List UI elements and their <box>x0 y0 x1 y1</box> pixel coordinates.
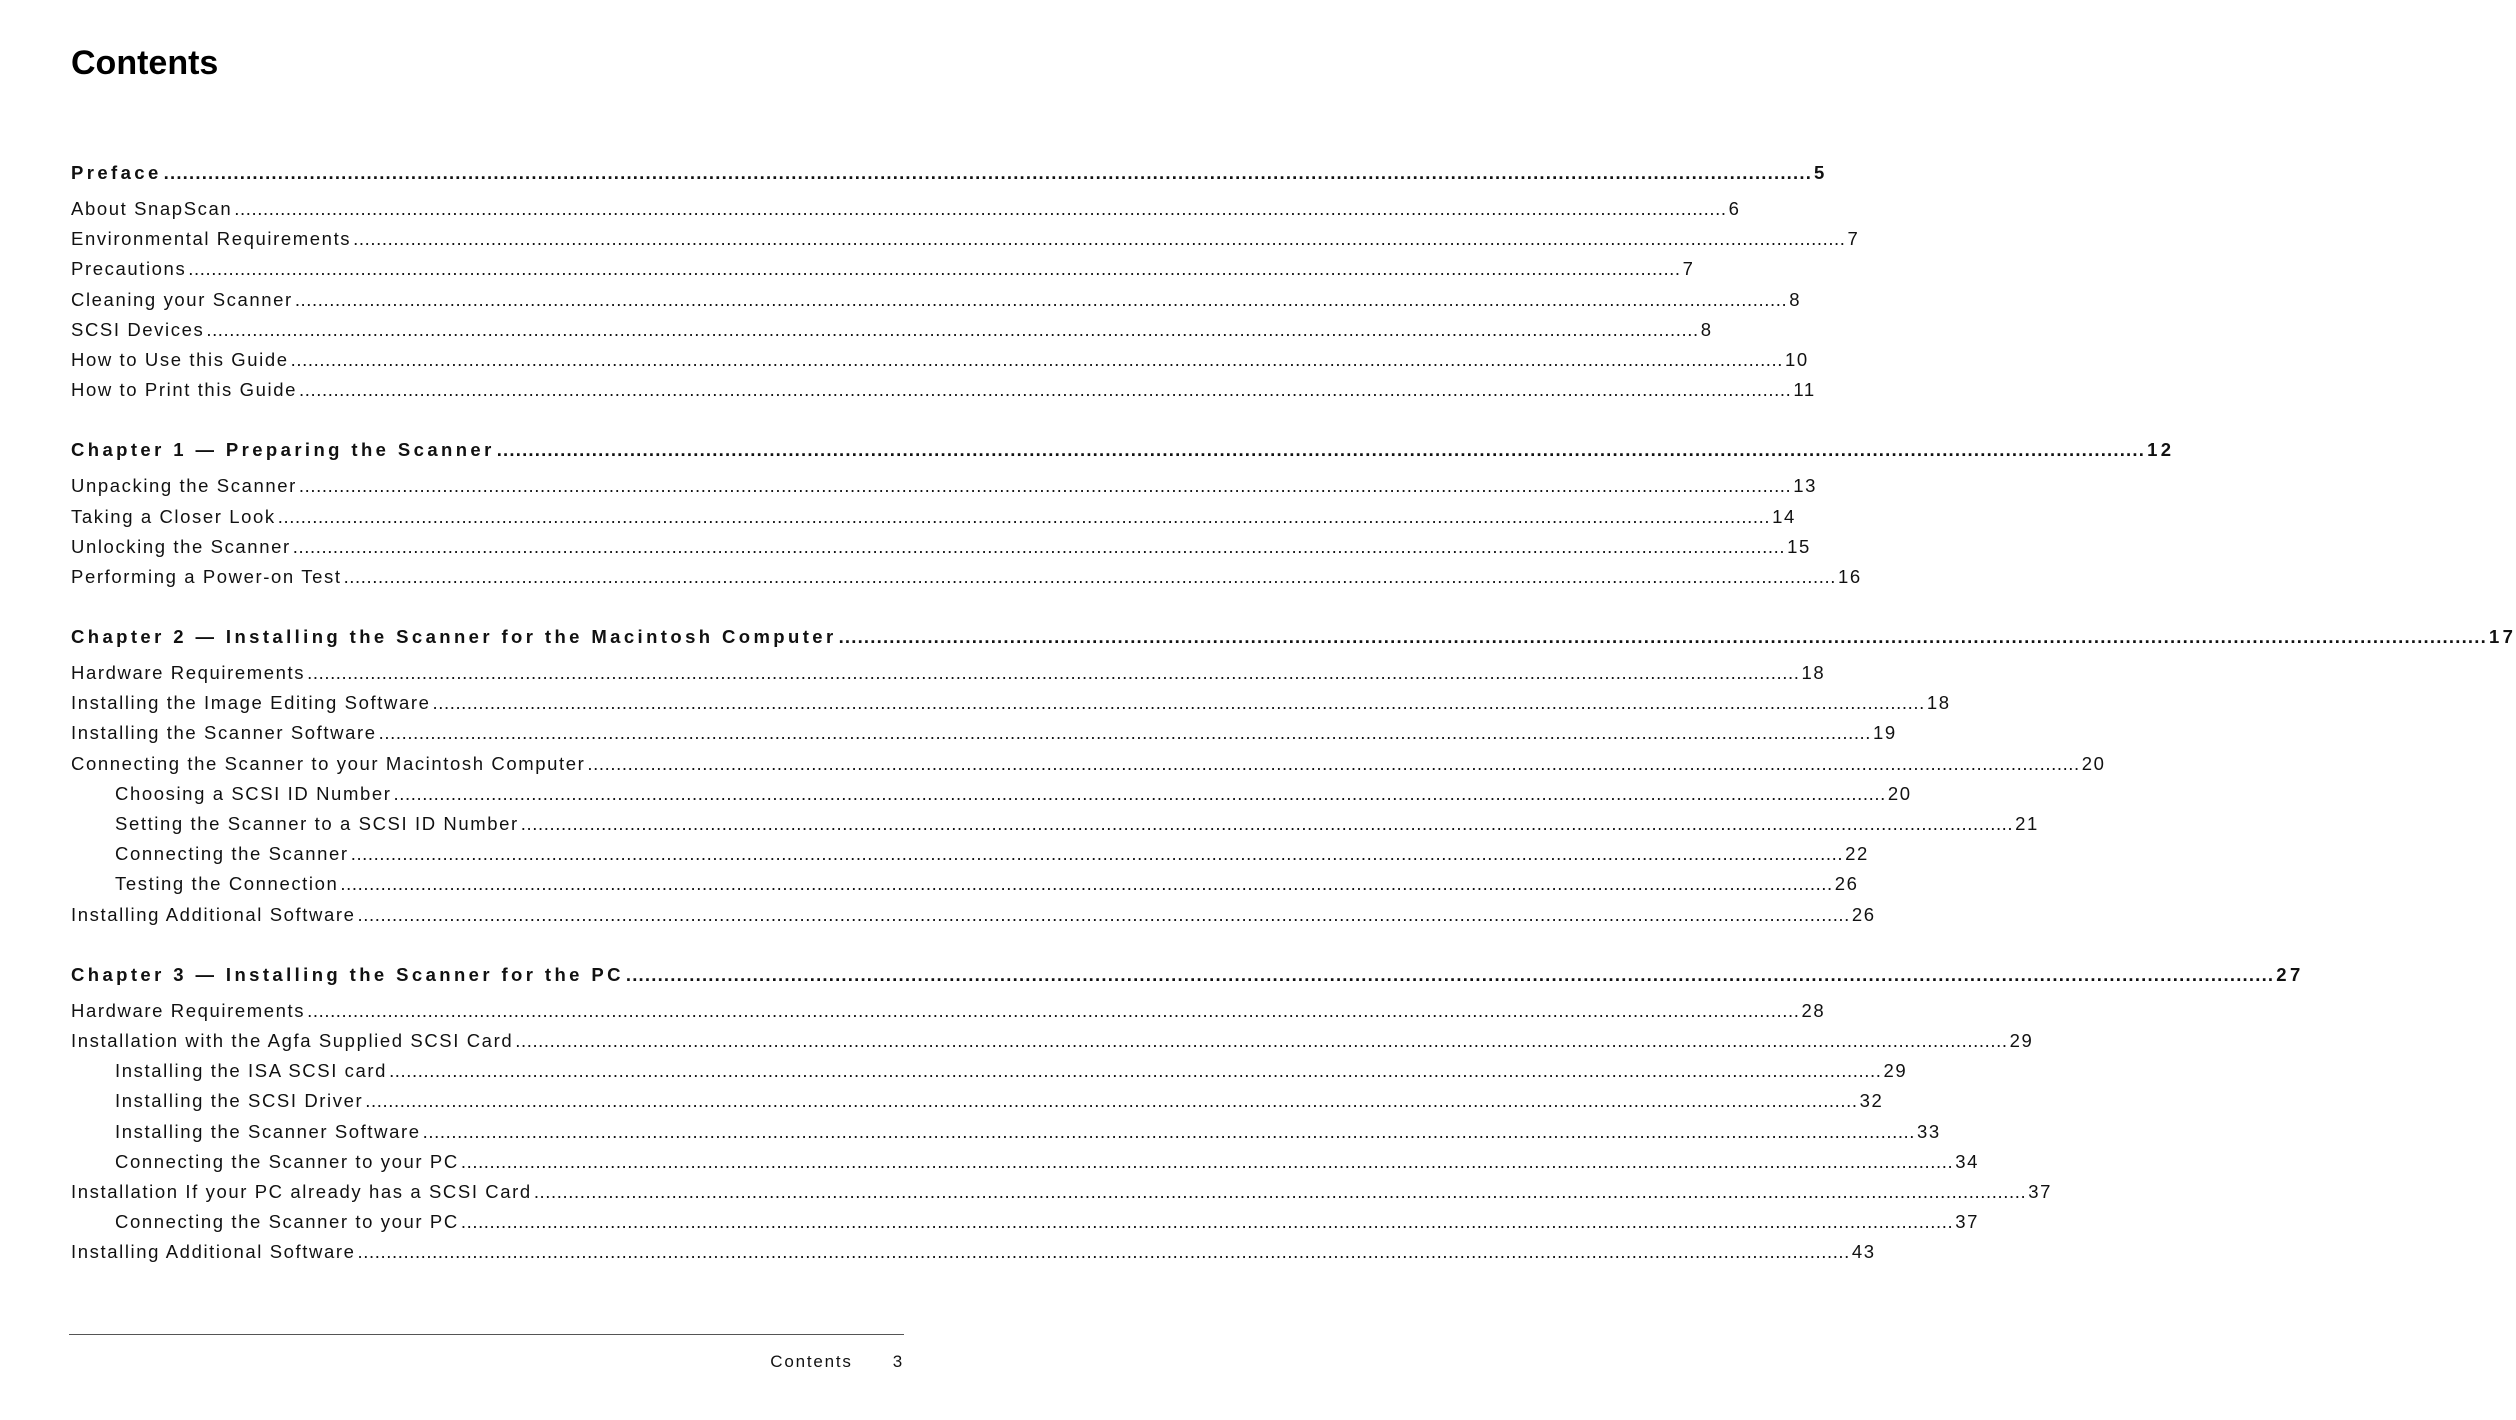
dot-leader: .................................................................................................................................................................................................................................................................... <box>277 505 1771 527</box>
dot-leader: .................................................................................................................................................................................................................................................................... <box>307 999 1800 1021</box>
toc-entry-page-number: 7 <box>1682 258 1695 280</box>
dot-leader: .................................................................................................................................................................................................................................................................... <box>294 288 1788 310</box>
toc-entry-page-number: 37 <box>2028 1180 2052 1202</box>
dot-leader: .................................................................................................................................................................................................................................................................... <box>163 162 1813 183</box>
toc-entry-page-number: 27 <box>2276 963 2304 985</box>
toc-entry[interactable] <box>71 532 1811 562</box>
toc-entry[interactable] <box>71 285 1802 315</box>
toc-entry[interactable] <box>71 996 1826 1026</box>
toc-entry-label: Testing the Connection <box>115 873 339 895</box>
toc-entry[interactable] <box>71 254 1695 284</box>
toc-entry-label: Installing the SCSI Driver <box>115 1090 364 1112</box>
dot-leader: .................................................................................................................................................................................................................................................................... <box>290 348 1784 370</box>
dot-leader: .................................................................................................................................................................................................................................................................... <box>298 475 1792 497</box>
dot-leader: .................................................................................................................................................................................................................................................................... <box>350 843 1844 865</box>
toc-entry[interactable] <box>71 900 1876 930</box>
toc-entry-label: How to Use this Guide <box>71 348 289 370</box>
toc-entry-label: Precautions <box>71 258 187 280</box>
toc-entry-label: Chapter 1 — Preparing the Scanner <box>71 439 495 461</box>
toc-entry[interactable] <box>71 1026 2034 1056</box>
toc-entry-label: Installing Additional Software <box>71 1241 356 1263</box>
toc-entry-page-number: 17 <box>2488 626 2516 648</box>
toc-entry-label: Connecting the Scanner to your PC <box>115 1211 459 1233</box>
toc-entry[interactable] <box>71 658 1826 688</box>
toc-entry-label: Connecting the Scanner to your PC <box>115 1150 459 1172</box>
toc-entry-label: Installation If your PC already has a SCSI Card <box>71 1180 532 1202</box>
toc-entry-label: Chapter 2 — Installing the Scanner for the Macintosh Computer <box>71 626 837 648</box>
toc-section <box>71 620 2516 930</box>
toc-entry[interactable] <box>71 375 1816 405</box>
dot-leader: .................................................................................................................................................................................................................................................................... <box>460 1150 1954 1172</box>
page-footer <box>770 1352 904 1372</box>
dot-leader: .................................................................................................................................................................................................................................................................... <box>460 1211 1954 1233</box>
dot-leader: .................................................................................................................................................................................................................................................................... <box>389 1060 1882 1082</box>
toc-section-heading[interactable] <box>71 958 2304 992</box>
toc-entry-page-number: 33 <box>1917 1120 1941 1142</box>
toc-entry-page-number: 5 <box>1814 162 1828 183</box>
toc-entry-page-number: 43 <box>1851 1241 1876 1263</box>
toc-entry-page-number: 7 <box>1847 228 1860 250</box>
toc-entry-page-number: 26 <box>1834 873 1859 895</box>
toc-entry-label: Unpacking the Scanner <box>71 475 297 497</box>
toc-entry-page-number: 28 <box>1801 999 1826 1021</box>
dot-leader: .................................................................................................................................................................................................................................................................... <box>515 1029 2008 1051</box>
dot-leader: .................................................................................................................................................................................................................................................................... <box>234 198 1727 219</box>
toc-entry-label: Installing the Scanner Software <box>71 722 377 744</box>
dot-leader: .................................................................................................................................................................................................................................................................... <box>292 535 1786 557</box>
toc-entry-label: How to Print this Guide <box>71 379 297 401</box>
toc-entry[interactable] <box>71 562 1862 592</box>
toc-entry[interactable] <box>71 1177 2052 1207</box>
toc-section <box>71 958 2304 1268</box>
toc-entry[interactable] <box>71 315 1713 345</box>
toc-entry-page-number: 14 <box>1772 505 1796 527</box>
toc-entry-label: Unlocking the Scanner <box>71 535 291 557</box>
toc-entry-page-number: 20 <box>1887 782 1912 804</box>
toc-subentry[interactable] <box>71 869 1859 899</box>
toc-entry-page-number: 20 <box>2081 752 2106 774</box>
toc-subentry[interactable] <box>71 839 1869 869</box>
toc-entry[interactable] <box>71 345 1809 375</box>
toc-entry-label: About SnapScan <box>71 198 233 219</box>
dot-leader: .................................................................................................................................................................................................................................................................... <box>378 722 1872 744</box>
footer-divider <box>69 1334 904 1335</box>
toc-entry-page-number: 15 <box>1787 535 1811 557</box>
dot-leader: .................................................................................................................................................................................................................................................................... <box>365 1090 1858 1112</box>
toc-section <box>71 156 1860 405</box>
dot-leader: .................................................................................................................................................................................................................................................................... <box>343 565 1836 587</box>
dot-leader: .................................................................................................................................................................................................................................................................... <box>206 318 1699 340</box>
toc-entry-page-number: 22 <box>1845 843 1869 865</box>
toc-subentry[interactable] <box>71 1086 1884 1116</box>
dot-leader: .................................................................................................................................................................................................................................................................... <box>188 258 1681 280</box>
toc-entry-label: Preface <box>71 162 162 183</box>
toc-subentry[interactable] <box>71 1207 1979 1237</box>
dot-leader: .................................................................................................................................................................................................................................................................... <box>422 1120 1916 1142</box>
dot-leader: .................................................................................................................................................................................................................................................................... <box>533 1180 2027 1202</box>
toc-entry-page-number: 18 <box>1926 692 1951 714</box>
toc-subentry[interactable] <box>71 1147 1979 1177</box>
toc-entry-label: Installing the Scanner Software <box>115 1120 421 1142</box>
toc-entry-page-number: 29 <box>1883 1060 1908 1082</box>
dot-leader: .................................................................................................................................................................................................................................................................... <box>587 752 2080 774</box>
toc-entry[interactable] <box>71 688 1951 718</box>
toc-entry-label: Hardware Requirements <box>71 662 306 684</box>
toc-entry[interactable] <box>71 502 1796 532</box>
toc-entry-page-number: 11 <box>1793 379 1816 401</box>
table-of-contents <box>71 156 2516 1295</box>
toc-entry-page-number: 16 <box>1837 565 1862 587</box>
toc-entry-page-number: 18 <box>1801 662 1826 684</box>
toc-section-heading[interactable] <box>71 433 2175 467</box>
toc-entry-label: Installing the Image Editing Software <box>71 692 431 714</box>
toc-entry[interactable] <box>71 471 1818 501</box>
toc-entry-page-number: 37 <box>1955 1211 1979 1233</box>
dot-leader: .................................................................................................................................................................................................................................................................... <box>520 813 2014 834</box>
toc-entry-label: Performing a Power-on Test <box>71 565 342 587</box>
toc-entry-page-number: 19 <box>1873 722 1897 744</box>
dot-leader: .................................................................................................................................................................................................................................................................... <box>340 873 1833 895</box>
toc-entry-page-number: 8 <box>1789 288 1802 310</box>
toc-entry-page-number: 34 <box>1955 1150 1979 1172</box>
toc-entry-label: Installing Additional Software <box>71 903 356 925</box>
toc-entry-page-number: 6 <box>1728 198 1741 219</box>
toc-entry[interactable] <box>71 749 2106 779</box>
toc-subentry[interactable] <box>71 809 2039 839</box>
dot-leader: .................................................................................................................................................................................................................................................................... <box>307 662 1800 684</box>
toc-entry-page-number: 13 <box>1793 475 1818 497</box>
toc-entry-label: Setting the Scanner to a SCSI ID Number <box>115 813 519 834</box>
footer-page-number: 3 <box>892 1352 904 1371</box>
dot-leader: .................................................................................................................................................................................................................................................................... <box>353 228 1846 250</box>
toc-section-heading[interactable] <box>71 156 1828 190</box>
toc-entry-page-number: 26 <box>1851 903 1876 925</box>
toc-section-heading[interactable] <box>71 620 2516 654</box>
toc-entry-page-number: 10 <box>1785 348 1809 370</box>
toc-subentry[interactable] <box>71 1117 1941 1147</box>
dot-leader: .................................................................................................................................................................................................................................................................... <box>393 782 1886 804</box>
toc-entry-label: Cleaning your Scanner <box>71 288 293 310</box>
dot-leader: .................................................................................................................................................................................................................................................................... <box>625 963 2275 985</box>
toc-entry[interactable] <box>71 1237 1876 1267</box>
toc-entry[interactable] <box>71 224 1860 254</box>
toc-entry-label: Hardware Requirements <box>71 999 306 1021</box>
toc-section <box>71 433 2175 592</box>
dot-leader: .................................................................................................................................................................................................................................................................... <box>357 903 1850 925</box>
dot-leader: .................................................................................................................................................................................................................................................................... <box>357 1241 1850 1263</box>
toc-entry-page-number: 29 <box>2009 1029 2034 1051</box>
toc-entry-page-number: 21 <box>2015 813 2039 834</box>
toc-entry-page-number: 12 <box>2147 439 2175 461</box>
toc-entry-label: Connecting the Scanner <box>115 843 349 865</box>
toc-entry[interactable] <box>71 718 1897 748</box>
toc-entry-label: Chapter 3 — Installing the Scanner for the PC <box>71 963 624 985</box>
toc-entry-label: Installation with the Agfa Supplied SCSI Card <box>71 1029 514 1051</box>
toc-subentry[interactable] <box>71 1056 1908 1086</box>
toc-entry[interactable] <box>71 194 1741 224</box>
page-title: Contents <box>71 44 219 82</box>
toc-entry-label: Installing the ISA SCSI card <box>115 1060 388 1082</box>
toc-entry-label: Connecting the Scanner to your Macintosh Computer <box>71 752 586 774</box>
toc-subentry[interactable] <box>71 779 1912 809</box>
toc-entry-page-number: 32 <box>1859 1090 1884 1112</box>
toc-entry-page-number: 8 <box>1700 318 1713 340</box>
dot-leader: .................................................................................................................................................................................................................................................................... <box>838 626 2487 648</box>
dot-leader: .................................................................................................................................................................................................................................................................... <box>432 692 1925 714</box>
toc-entry-label: Choosing a SCSI ID Number <box>115 782 392 804</box>
toc-entry-label: SCSI Devices <box>71 318 205 340</box>
toc-entry-label: Environmental Requirements <box>71 228 352 250</box>
footer-section-label: Contents <box>770 1352 853 1371</box>
toc-entry-label: Taking a Closer Look <box>71 505 276 527</box>
dot-leader: .................................................................................................................................................................................................................................................................... <box>299 379 1792 401</box>
dot-leader: .................................................................................................................................................................................................................................................................... <box>496 439 2146 461</box>
